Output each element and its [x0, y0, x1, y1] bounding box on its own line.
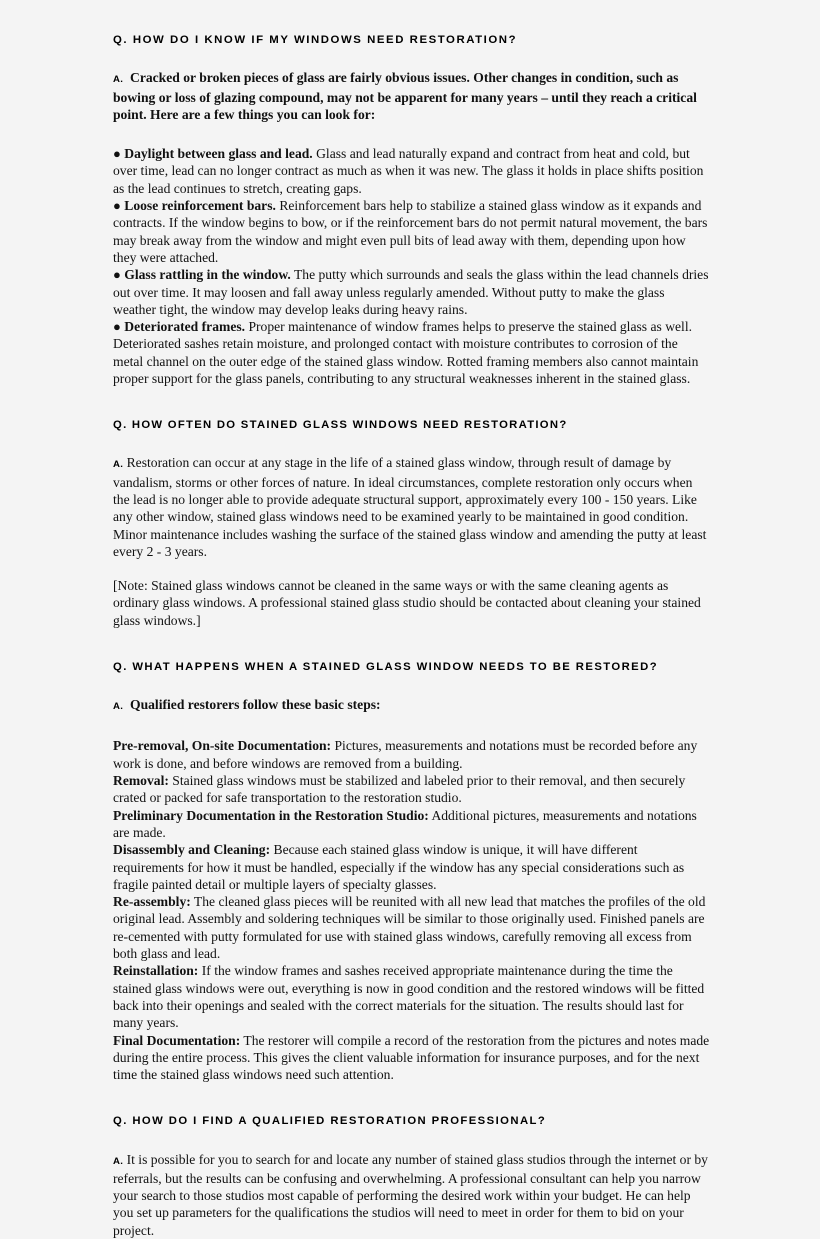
symptom-bullet-list — [113, 145, 710, 387]
step-text: Pictures, measurements and notations must be recorded before any work is done, and before windows are removed from a building. — [113, 738, 698, 771]
step-text: Stained glass windows must be stabilized and labeled prior to their removal, and then securely crated or packed for safe transportation to the restoration studio. — [113, 773, 686, 806]
bullet-marker-icon: ● — [113, 146, 121, 162]
answer-intro-3: Qualified restorers follow these basic steps: — [130, 697, 381, 713]
step-term: Disassembly and Cleaning: — [113, 842, 271, 858]
step-text: The cleaned glass pieces will be reunited with all new lead that matches the profiles of the old original lead. Assembly and soldering techniques will be similar to those originally used. Finished panels are re-cemented with putty formulated for use with stained glass windows, carefully removing all excess from both glass and lead. — [113, 894, 706, 962]
bullet-term: Daylight between glass and lead. — [124, 146, 313, 162]
question-heading-4: Q. HOW DO I FIND A QUALIFIED RESTORATION PROFESSIONAL? — [113, 1115, 547, 1128]
faq-section-1 — [113, 33, 710, 387]
bullet-text: Proper maintenance of window frames helps to preserve the stained glass as well. Deteriorated sashes retain moisture, and prolonged contact with moisture contributes to corrosion of the metal channel on the outer edge of the stained glass window. Rotted framing members also cannot maintain proper support for the glass panels, contributing to any structural weaknesses inherent in the stained glass. — [113, 319, 699, 386]
answer-paragraph-4 — [113, 1151, 710, 1239]
step-term: Final Documentation: — [113, 1032, 241, 1048]
question-heading-2: Q. HOW OFTEN DO STAINED GLASS WINDOWS NEED RESTORATION? — [113, 419, 568, 432]
step-term: Reinstallation: — [113, 963, 199, 979]
list-item — [113, 893, 710, 962]
faq-section-2 — [113, 418, 710, 629]
step-text: Additional pictures, measurements and notations are made. — [113, 807, 697, 840]
answer-label-3: A. — [113, 701, 124, 713]
bullet-marker-icon: ● — [113, 198, 121, 214]
answer-intro-1: Cracked or broken pieces of glass are fairly obvious issues. Other changes in condition, such as bowing or loss of glazing compound, may not be apparent for many years – until they reach a critical point. Here are a few things you can look for: — [113, 70, 697, 122]
list-item — [113, 318, 710, 387]
answer-label-1: A. — [113, 74, 124, 86]
list-item — [113, 197, 710, 266]
step-text: If the window frames and sashes received appropriate maintenance during the time the stained glass windows were out, everything is now in good condition and the restored windows will be fitted back into their openings and sealed with the correct materials for the situation. The results should last for many years. — [113, 963, 705, 1031]
answer-paragraph-3 — [113, 696, 710, 715]
bullet-term: Deteriorated frames. — [124, 319, 246, 335]
list-item — [113, 962, 710, 1031]
list-item — [113, 737, 710, 772]
answer-paragraph-2 — [113, 454, 710, 560]
bullet-text: Reinforcement bars help to stabilize a stained glass window as it expands and contracts. If the window begins to bow, or if the reinforcement bars do not permit natural movement, the bars may break away from the window and might even pull bits of lead away with them, depending upon how they were attached. — [113, 198, 708, 265]
list-item — [113, 1032, 710, 1084]
note-paragraph: [Note: Stained glass windows cannot be cleaned in the same ways or with the same cleaning agents as ordinary glass windows. A professional stained glass studio should be contacted about cleaning your stained glass windows.] — [113, 578, 701, 628]
answer-text-4: It is possible for you to search for and locate any number of stained glass studios through the internet or by referrals, but the results can be confusing and overwhelming. A professional consultant can help you narrow your search to those studios most capable of performing the desired work within your budget. He can help you set up parameters for the qualifications the studios will need to meet in order for them to bid on your project. — [113, 1151, 708, 1238]
step-term: Pre-removal, On-site Documentation: — [113, 738, 332, 754]
bullet-text: Glass and lead naturally expand and contract from heat and cold, but over time, lead can no longer contract as much as when it was new. The glass it holds in place shifts position as the lead continues to stretch, creating gaps. — [113, 146, 704, 196]
answer-label-4: A. — [113, 1155, 124, 1167]
answer-text-2: Restoration can occur at any stage in the life of a stained glass window, through result of damage by vandalism, storms or other forces of nature. In ideal circumstances, complete restoration only occurs when the lead is no longer able to provide adequate structural support, approximately every 100 - 150 years. Like any other window, stained glass windows need to be examined yearly to be maintained in good condition. Minor maintenance includes washing the surface of the stained glass window and amending the putty at least every 2 - 3 years. — [113, 455, 707, 559]
faq-section-3 — [113, 660, 710, 1083]
question-heading-1: Q. HOW DO I KNOW IF MY WINDOWS NEED RESTORATION? — [113, 34, 518, 46]
answer-paragraph-1 — [113, 69, 710, 123]
bullet-term: Glass rattling in the window. — [124, 267, 291, 283]
step-term: Re-assembly: — [113, 894, 191, 910]
list-item — [113, 841, 710, 893]
faq-section-4 — [113, 1114, 710, 1239]
document-body — [113, 33, 710, 1239]
answer-label-2: A. — [113, 459, 124, 471]
bullet-marker-icon: ● — [113, 319, 121, 335]
question-heading-3: Q. WHAT HAPPENS WHEN A STAINED GLASS WINDOW NEEDS TO BE RESTORED? — [113, 661, 659, 674]
step-text: Because each stained glass window is unique, it will have different requirements for how it must be handled, especially if the window has any special considerations such as fragile painted detail or multiple layers of specialty glasses. — [113, 842, 685, 892]
list-item — [113, 772, 710, 807]
step-text: The restorer will compile a record of the restoration from the pictures and notes made during the entire process. This gives the client valuable information for insurance purposes, and for the next time the stained glass windows need such attention. — [113, 1032, 710, 1083]
list-item — [113, 145, 710, 197]
restoration-steps-list — [113, 737, 710, 1083]
bullet-term: Loose reinforcement bars. — [124, 198, 276, 214]
bullet-marker-icon: ● — [113, 267, 121, 283]
list-item — [113, 266, 710, 318]
step-term: Preliminary Documentation in the Restoration Studio: — [113, 807, 429, 823]
step-term: Removal: — [113, 773, 169, 789]
bullet-text: The putty which surrounds and seals the glass within the lead channels dries out over time. It may loosen and fall away unless regularly amended. Without putty to make the glass weather tight, the window may develop leaks during heavy rains. — [113, 267, 709, 317]
list-item — [113, 807, 710, 842]
